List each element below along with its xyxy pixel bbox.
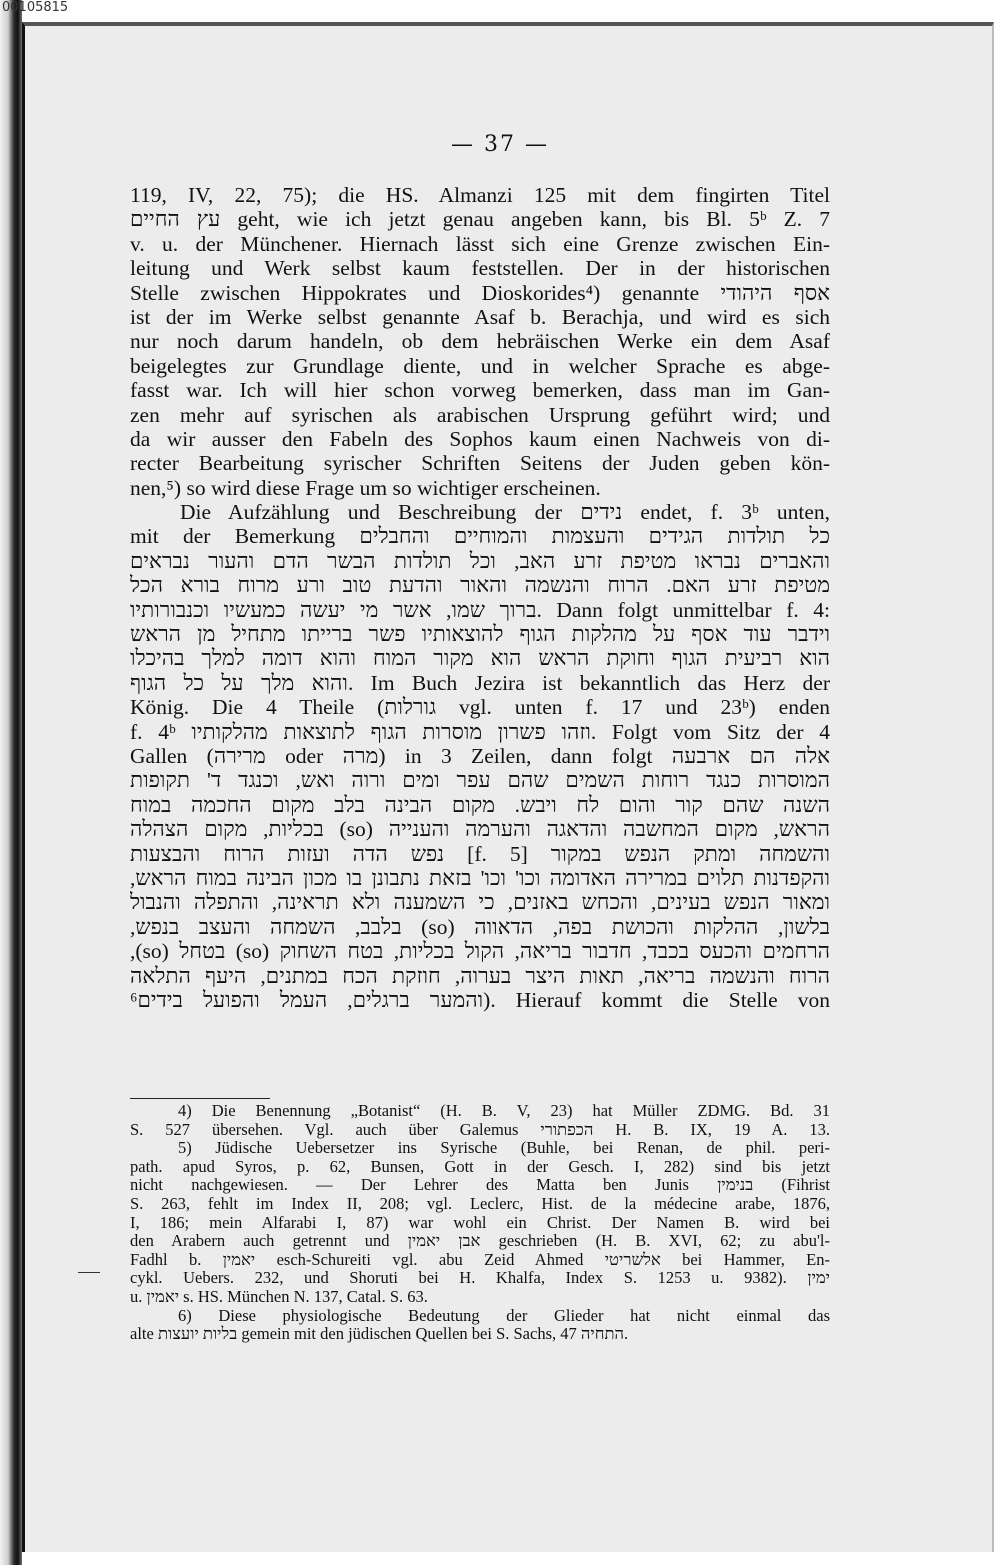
text-line: fasst war. Ich will hier schon vorweg bemerken, dass man im Gan-	[130, 378, 830, 403]
text-line: Gallen (מרירה oder מרה) in 3 Zeilen, dann folgt אלה הם ארבעה	[130, 743, 830, 768]
footnote-line: S. 527 übersehen. Vgl. auch über Galemus הכפתורי H. B. IX, 19 A. 13.	[130, 1120, 830, 1139]
text-line: leitung und Werk selbst kaum feststellen. Der in der historischen	[130, 256, 830, 281]
margin-mark	[78, 1272, 100, 1273]
footnotes-block	[130, 1102, 830, 1344]
footnote-separator	[130, 1098, 270, 1099]
text-line: da wir ausser den Fabeln des Sophos kaum einen Nachweis von di-	[130, 426, 830, 451]
text-line: והוא מלך על כל הגוף. Im Buch Jezira ist bekanntlich das Herz der	[130, 670, 830, 695]
text-line: ברוך שמו, אשר מי יעשה כמעשיו וכנבורותיו. Dann folgt unmittelbar f. 4:	[130, 597, 830, 622]
footnote-line: S. 263, fehlt im Index II, 208; vgl. Leclerc, Hist. de la médecine arabe, 1876,	[130, 1194, 830, 1213]
footnote-line: u. יאמין s. HS. München N. 137, Catal. S. 63.	[130, 1287, 428, 1306]
hebrew-text-line: הרוח והנשמה בריאה, תאות היצר בערוה, חוזקת הכח במתנים, היעף התלאה	[130, 963, 830, 988]
hebrew-text-line: הוא רביעית הגוף וחוקת הראש הוא מקור המוח והוא דומה למלך בהיכלו	[130, 646, 830, 671]
text-line: עץ החיים geht, wie ich jetzt genau angeben kann, bis Bl. 5ᵇ Z. 7	[130, 207, 830, 232]
text-line: v. u. der Münchener. Hiernach lässt sich eine Grenze zwischen Ein-	[130, 231, 830, 256]
footnote-line: 5) Jüdische Uebersetzer ins Syrische (Buhle, bei Renan, de phil. peri-	[178, 1139, 830, 1158]
footnote-line: Fadhl b. יאמין esch-Schureiti vgl. abu Zeid Ahmed אלשריטי bei Hammer, En-	[130, 1250, 830, 1269]
footnote-line: I, 186; mein Alfarabi I, 87) war wohl ein Christ. Der Namen B. wird bei	[130, 1213, 830, 1232]
text-line: zen mehr auf syrischen als arabischen Ursprung geführt wird; und	[130, 402, 830, 427]
footnote-line: nicht nachgewiesen. — Der Lehrer des Matta ben Junis בנימין (Fihrist	[130, 1176, 830, 1195]
text-line: Stelle zwischen Hippokrates und Dioskorides⁴) genannte אסף היהודי	[130, 280, 830, 305]
footnote-line: cykl. Uebers. 232, und Shoruti bei H. Khalfa, Index S. 1253 u. 9382). ימין	[130, 1269, 830, 1288]
footnote-line: path. apud Syros, p. 62, Bunsen, Gott in der Gesch. I, 282) sind bis jetzt	[130, 1157, 830, 1176]
hebrew-text-line: והשמחה ומתק הנפש במקור [f. 5] נפש הדה ועזות הרוח והבצעות	[130, 841, 830, 866]
hebrew-text-line: והאברים נבראו מטיפת זרע האב, וכל תולדות הבשר הדם והעור נבראים	[130, 548, 830, 573]
hebrew-text-line: בלשון, ההלקות והכושת בפה, הדאווה (so) בלבב, השמחה והעצב בנפש,	[130, 914, 830, 939]
text-line: nen,⁵) so wird diese Frage um so wichtiger erscheinen.	[130, 475, 601, 500]
text-line: והמער ברגלים, העמל והפועל בידים⁶). Hierauf kommt die Stelle von	[130, 987, 830, 1012]
hebrew-text-line: מטיפת זרע האם. הרוח והנשמה והאור והדעת טוב ורע מרוח בורא הכל	[130, 573, 830, 598]
hebrew-text-line: הרחמים והכעס בכבד, חדבור בריאה, הקול בכליות, בטח השחוק (so) בטחל (so),	[130, 939, 830, 964]
text-line: König. Die 4 Theile (גורלות vgl. unten f. 17 und 23ᵇ) enden	[130, 695, 830, 720]
footnote-line: 6) Diese physiologische Bedeutung der Glieder hat nicht einmal das	[178, 1306, 830, 1325]
hebrew-text-line: השנה שהם קור והום לח ויבש. מקום הבינה בלב מקום החכמה במוח	[130, 792, 830, 817]
page-gutter-edge	[0, 0, 22, 1565]
footnote-line: 4) Die Benennung „Botanist“ (H. B. V, 23) hat Müller ZDMG. Bd. 31	[178, 1102, 830, 1120]
footnote-line: alte בליות יועצות gemein mit den jüdischen Quellen bei S. Sachs, התחיה 47.	[130, 1325, 629, 1344]
hebrew-text-line: המוסרות כנגד רוחות השמים שהם עפר ומים ורוה ואש, וכנגד ד' תקופות	[130, 768, 830, 793]
text-line: ist der im Werke selbst genannte Asaf b. Berachja, und wird es sich	[130, 304, 830, 329]
text-line: beigelegtes zur Grundlage diente, und in welcher Sprache es abge-	[130, 353, 830, 378]
text-line: nur noch darum handeln, ob dem hebräischen Werke ein dem Asaf	[130, 329, 830, 354]
page-number: — 37 —	[451, 132, 549, 157]
hebrew-text-line: והקפדנות תלוים במרירה האדומה וכו' וכו' בזאת נתבונן בו מכון הבינה במוח הראש,	[130, 865, 830, 890]
text-line: 119, IV, 22, 75); die HS. Almanzi 125 mit dem fingirten Titel	[130, 183, 830, 207]
hebrew-text-line: ומאור הנפש בעינים, והכחש באזנים, כי השמענה ולא תראינה, והתפלה והנבול	[130, 890, 830, 915]
text-line: recter Bearbeitung syrischer Schriften Seitens der Juden geben kön-	[130, 451, 830, 476]
hebrew-text-line: וידבר עוד אסף על מהלקות הגוף להוצאותיו פשר ברייתו מתחיל מן הראש	[130, 622, 830, 647]
main-text-block	[130, 183, 830, 1012]
hebrew-text-line: הראש, מקום המחשבה והדאגה והערמה והענייה (so) בכליות, מקום הצהלה	[130, 817, 830, 842]
scan-identifier: 00105815	[2, 0, 69, 15]
footnote-line: den Arabern auch getrennt und אבן יאמין geschrieben (H. B. XVI, 62; zu abu'l-	[130, 1232, 830, 1251]
paragraph-start-line: Die Aufzählung und Beschreibung der נידים endet, f. 3ᵇ unten,	[180, 500, 830, 525]
text-line: mit der Bemerkung כל תולדות הגידים והעצמות והמוחיים והחבלים	[130, 524, 830, 549]
text-line: f. 4ᵇ וזהו פשרון מוסרות הגוף לתוצאות מהלקותיו. Folgt vom Sitz der 4	[130, 719, 830, 744]
